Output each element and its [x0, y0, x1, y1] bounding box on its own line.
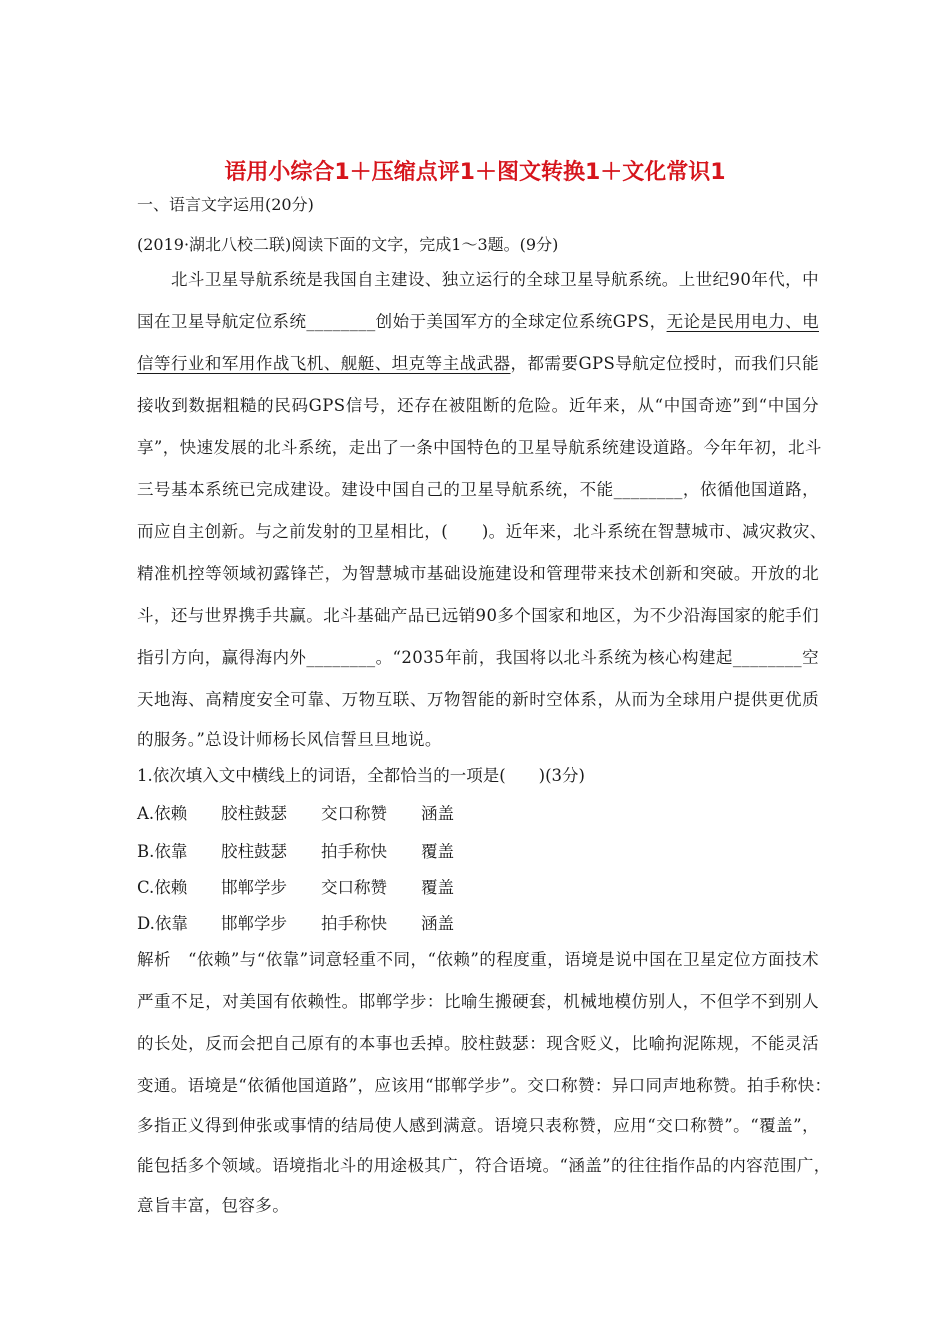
option-label: D.依靠: [137, 914, 188, 933]
option-word: 拍手称快: [321, 842, 387, 861]
analysis-line: 严重不足，对美国有依赖性。邯郸学步：比喻生搬硬套，机械地模仿别人，不但学不到别人: [137, 992, 819, 1011]
option-word: 覆盖: [421, 842, 454, 861]
passage-line: 享”，快速发展的北斗系统，走出了一条中国特色的卫星导航系统建设道路。今年年初，北斗: [137, 438, 822, 457]
passage-line: 而应自主创新。与之前发射的卫星相比，( )。近年来，北斗系统在智慧城市、减灾救灾、: [137, 522, 827, 541]
option-label: B.依靠: [137, 842, 188, 861]
option-word: 胶柱鼓瑟: [221, 804, 287, 823]
option-word: 交口称赞: [321, 804, 387, 823]
analysis-line: 多指正义得到伸张或事情的结局使人感到满意。语境只表称赞，应用“交口称赞”。“覆盖”，: [137, 1116, 819, 1135]
option-d[interactable]: [137, 910, 454, 934]
option-b[interactable]: [137, 838, 454, 862]
passage-line: 斗，还与世界携手共赢。北斗基础产品已远销90多个国家和地区，为不少沿海国家的舵手们: [137, 606, 819, 625]
underlined-text: 信等行业和军用作战飞机、舰艇、坦克等主战武器: [137, 354, 511, 373]
section-heading: 一、语言文字运用(20分): [137, 195, 314, 214]
option-label: C.依赖: [137, 878, 188, 897]
option-word: 覆盖: [421, 878, 454, 897]
passage-line: 指引方向，赢得海内外________。“2035年前，我国将以北斗系统为核心构建起________空: [137, 648, 819, 667]
analysis-line: 变通。语境是“依循他国道路”，应该用“邯郸学步”。交口称赞：异口同声地称赞。拍手称快：: [137, 1076, 832, 1095]
option-word: 交口称赞: [321, 878, 387, 897]
analysis-line: 意旨丰富，包容多。: [137, 1196, 290, 1215]
passage-line: [137, 350, 819, 374]
underlined-text: 无论是民用电力、电: [666, 312, 819, 331]
passage-line: [137, 308, 819, 332]
passage-line: 接收到数据粗糙的民码GPS信号，还存在被阻断的危险。近年来，从“中国奇迹”到“中国分: [137, 396, 819, 415]
option-word: 胶柱鼓瑟: [221, 842, 287, 861]
option-word: 拍手称快: [321, 914, 387, 933]
passage-line: 天地海、高精度安全可靠、万物互联、万物智能的新时空体系，从而为全球用户提供更优质: [137, 690, 819, 709]
analysis-line: 能包括多个领域。语境指北斗的用途极其广，符合语境。“涵盖”的往往指作品的内容范围广，: [137, 1156, 831, 1175]
option-word: 邯郸学步: [221, 914, 287, 933]
page-title: 语用小综合1＋压缩点评1＋图文转换1＋文化常识1: [224, 160, 726, 185]
reading-instruction: (2019·湖北八校二联)阅读下面的文字，完成1～3题。(9分): [137, 235, 559, 254]
analysis-line: 解析 “依赖”与“依靠”词意轻重不同，“依赖”的程度重，语境是说中国在卫星定位方面技术: [137, 950, 819, 969]
option-label: A.依赖: [137, 804, 188, 823]
passage-text: ，都需要GPS导航定位授时，而我们只能: [510, 354, 819, 373]
option-word: 邯郸学步: [221, 878, 287, 897]
option-a[interactable]: [137, 800, 454, 824]
passage-line: 北斗卫星导航系统是我国自主建设、独立运行的全球卫星导航系统。上世纪90年代，中: [171, 270, 819, 289]
passage-line: 三号基本系统已完成建设。建设中国自己的卫星导航系统，不能________，依循他国道路，: [137, 480, 819, 499]
question-1: 1.依次填入文中横线上的词语，全都恰当的一项是( )(3分): [137, 766, 585, 785]
passage-text: 国在卫星导航定位系统________创始于美国军方的全球定位系统GPS，: [137, 312, 667, 331]
passage-line: 的服务。”总设计师杨长风信誓旦旦地说。: [137, 730, 442, 749]
option-word: 涵盖: [421, 914, 454, 933]
analysis-line: 的长处，反而会把自己原有的本事也丢掉。胶柱鼓瑟：现含贬义，比喻拘泥陈规，不能灵活: [137, 1034, 819, 1053]
option-word: 涵盖: [421, 804, 454, 823]
option-c[interactable]: [137, 874, 454, 898]
passage-line: 精准机控等领域初露锋芒，为智慧城市基础设施建设和管理带来技术创新和突破。开放的北: [137, 564, 819, 583]
